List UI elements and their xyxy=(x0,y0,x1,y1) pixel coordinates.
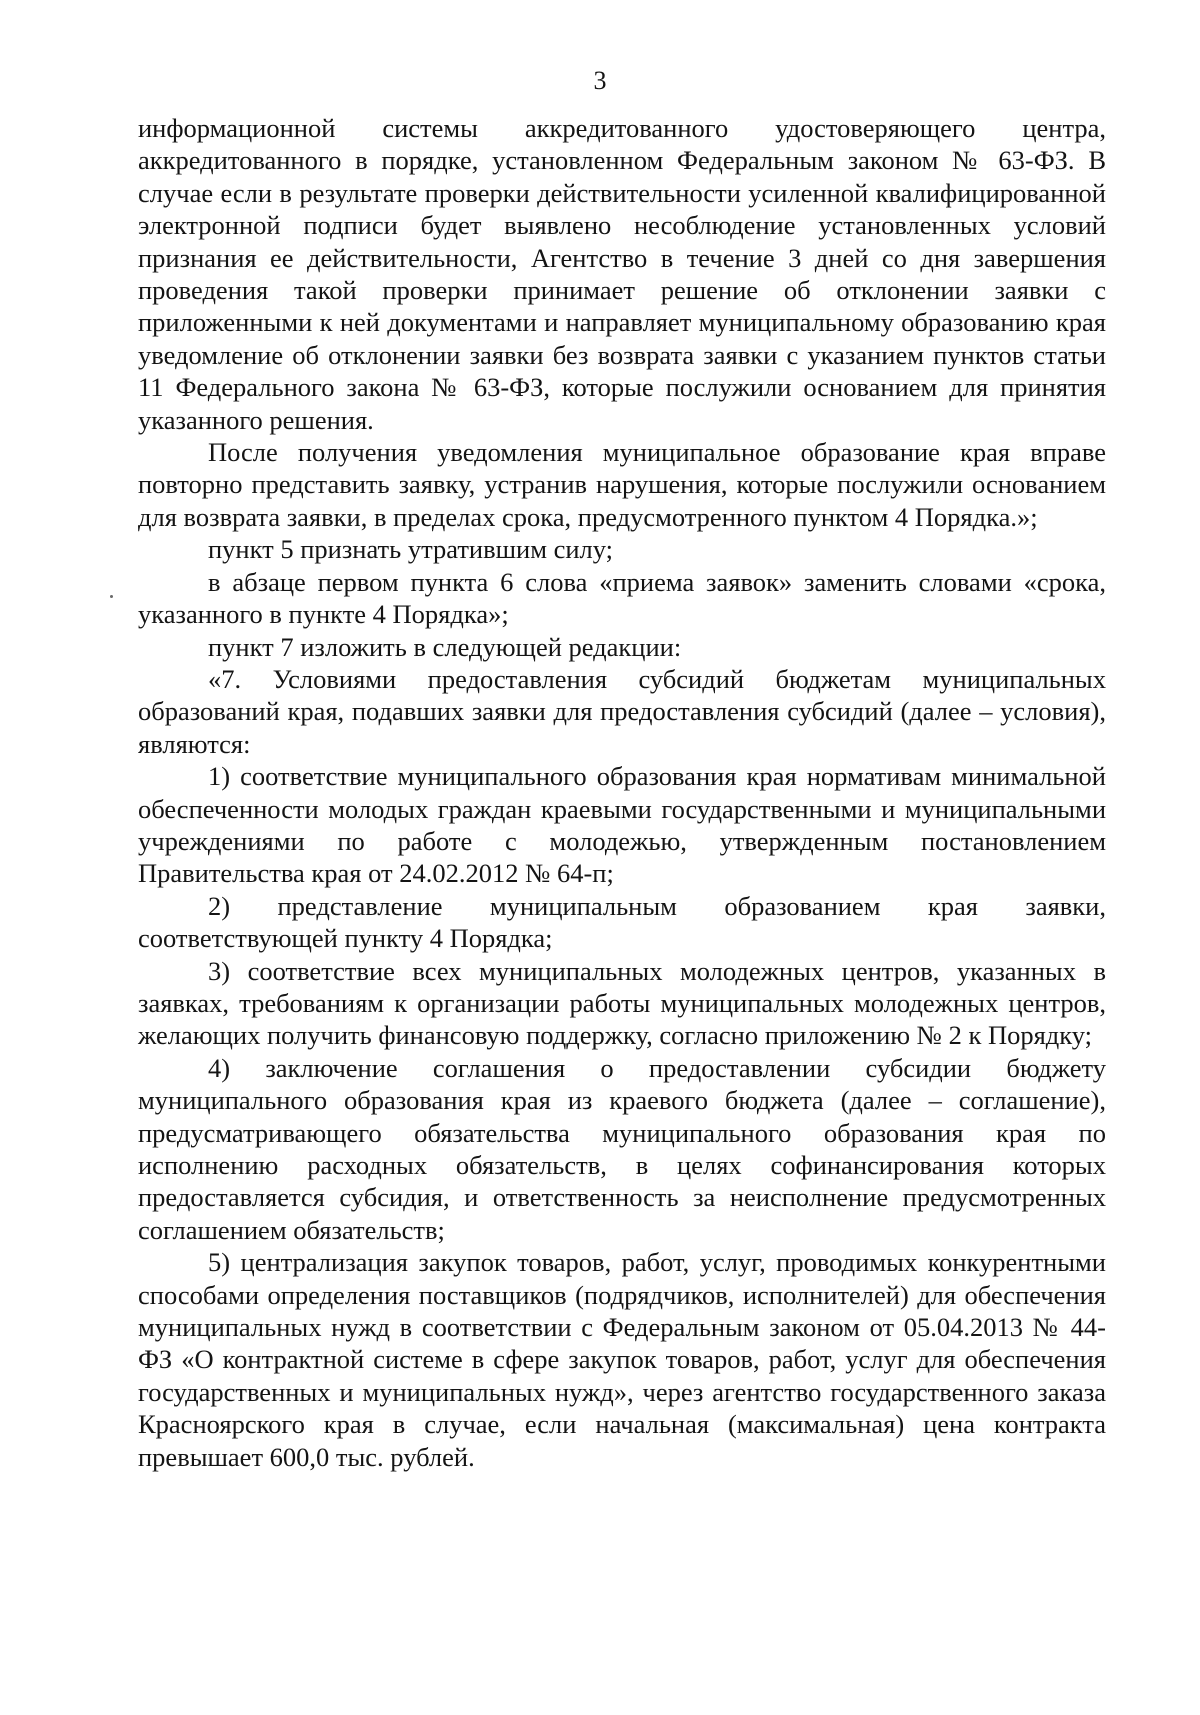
paragraph-verification: информационной системы аккредитованного удостоверяющего центра, аккредитованного в порядке, установленном Федеральным законом № 63-ФЗ. В случае если в результате проверки действительности усиленной квалифицированной электронной подписи будет выявлено несоблюдение установленных условий признания ее действительности, Агентство в течение 3 дней со дня завершения проведения такой проверки принимает решение об отклонении заявки с приложенными к ней документами и направляет муниципальному образованию края уведомление об отклонении заявки без возврата заявки с указанием пунктов статьи 11 Федерального закона № 63-ФЗ, которые послужили основанием для принятия указанного решения. xyxy=(138,113,1106,435)
list-item-condition-4: 4) заключение соглашения о предоставлении субсидии бюджету муниципального образования края из краевого бюджета (далее – соглашение), предусматривающего обязательства муниципального образования края по исполнению расходных обязательств, в целях софинансирования которых предоставляется субсидия, и ответственность за неисполнение предусмотренных соглашением обязательств; xyxy=(138,1052,1106,1245)
list-item-condition-3: 3) соответствие всех муниципальных молодежных центров, указанных в заявках, требованиям к организации работы муниципальных молодежных центров, желающих получить финансовую поддержку, согласно приложению № 2 к Порядку; xyxy=(138,955,1106,1051)
paragraph-clause-7-intro: пункт 7 изложить в следующей редакции: xyxy=(208,631,682,662)
scan-speck xyxy=(110,595,113,598)
list-item-condition-2: 2) представление муниципальным образованием края заявки, соответствующей пункту 4 Порядка; xyxy=(138,890,1106,954)
paragraph-resubmission: После получения уведомления муниципальное образование края вправе повторно представить заявку, устранив нарушения, которые послужили основанием для возврата заявки, в пределах срока, предусмотренного пунктом 4 Порядка.»; xyxy=(138,437,1106,532)
paragraph-conditions-intro: «7. Условиями предоставления субсидий бюджетам муниципальных образований края, подавших заявки для предоставления субсидий (далее – условия), являются: xyxy=(138,663,1106,759)
paragraph-clause-5: пункт 5 признать утратившим силу; xyxy=(208,534,614,565)
page-number: 3 xyxy=(593,66,607,95)
paragraph-clause-6: в абзаце первом пункта 6 слова «приема заявок» заменить словами «срока, указанного в пункте 4 Порядка»; xyxy=(138,566,1106,630)
document-body xyxy=(138,112,1106,1473)
list-item-condition-5: 5) централизация закупок товаров, работ, услуг, проводимых конкурентными способами определения поставщиков (подрядчиков, исполнителей) для обеспечения муниципальных нужд в соответствии с Федеральным законом от 05.04.2013 № 44-ФЗ «О контрактной системе в сфере закупок товаров, работ, услуг для обеспечения государственных и муниципальных нужд», через агентство государственного заказа Красноярского края в случае, если начальная (максимальная) цена контракта превышает 600,0 тыс. рублей. xyxy=(138,1247,1106,1472)
list-item-condition-1: 1) соответствие муниципального образования края нормативам минимальной обеспеченности молодых граждан краевыми государственными и муниципальными учреждениями по работе с молодежью, утвержденным постановлением Правительства края от 24.02.2012 № 64-п; xyxy=(138,761,1106,889)
